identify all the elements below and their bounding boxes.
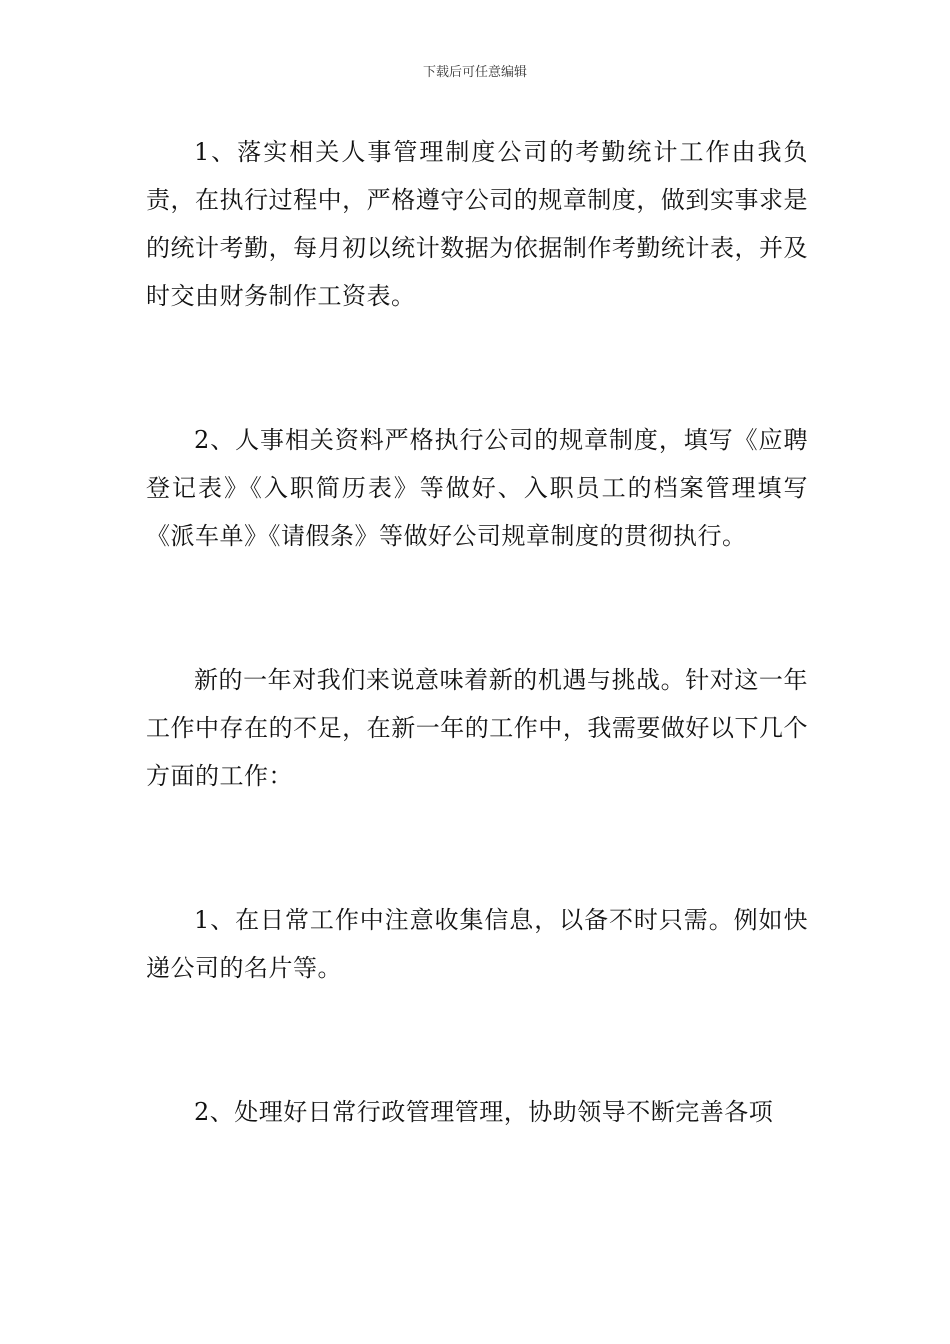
paragraph-collect-info: 1、在日常工作中注意收集信息，以备不时只需。例如快递公司的名片等。 bbox=[146, 906, 808, 982]
paragraph-personnel-files: 2、人事相关资料严格执行公司的规章制度，填写《应聘登记表》《入职简历表》等做好、入职员工的档案管理填写《派车单》《请假条》等做好公司规章制度的贯彻执行。 bbox=[146, 426, 808, 550]
paragraph-attendance: 1、落实相关人事管理制度公司的考勤统计工作由我负责，在执行过程中，严格遵守公司的规章制度，做到实事求是的统计考勤，每月初以统计数据为依据制作考勤统计表，并及时交由财务制作工资表。 bbox=[146, 138, 808, 310]
page-header: 下载后可任意编辑 bbox=[422, 65, 527, 80]
document-body bbox=[146, 128, 808, 1136]
paragraph-new-year: 新的一年对我们来说意味着新的机遇与挑战。针对这一年工作中存在的不足，在新一年的工作中，我需要做好以下几个方面的工作： bbox=[146, 666, 808, 790]
paragraph-daily-admin: 2、处理好日常行政管理管理，协助领导不断完善各项 bbox=[194, 1098, 774, 1126]
